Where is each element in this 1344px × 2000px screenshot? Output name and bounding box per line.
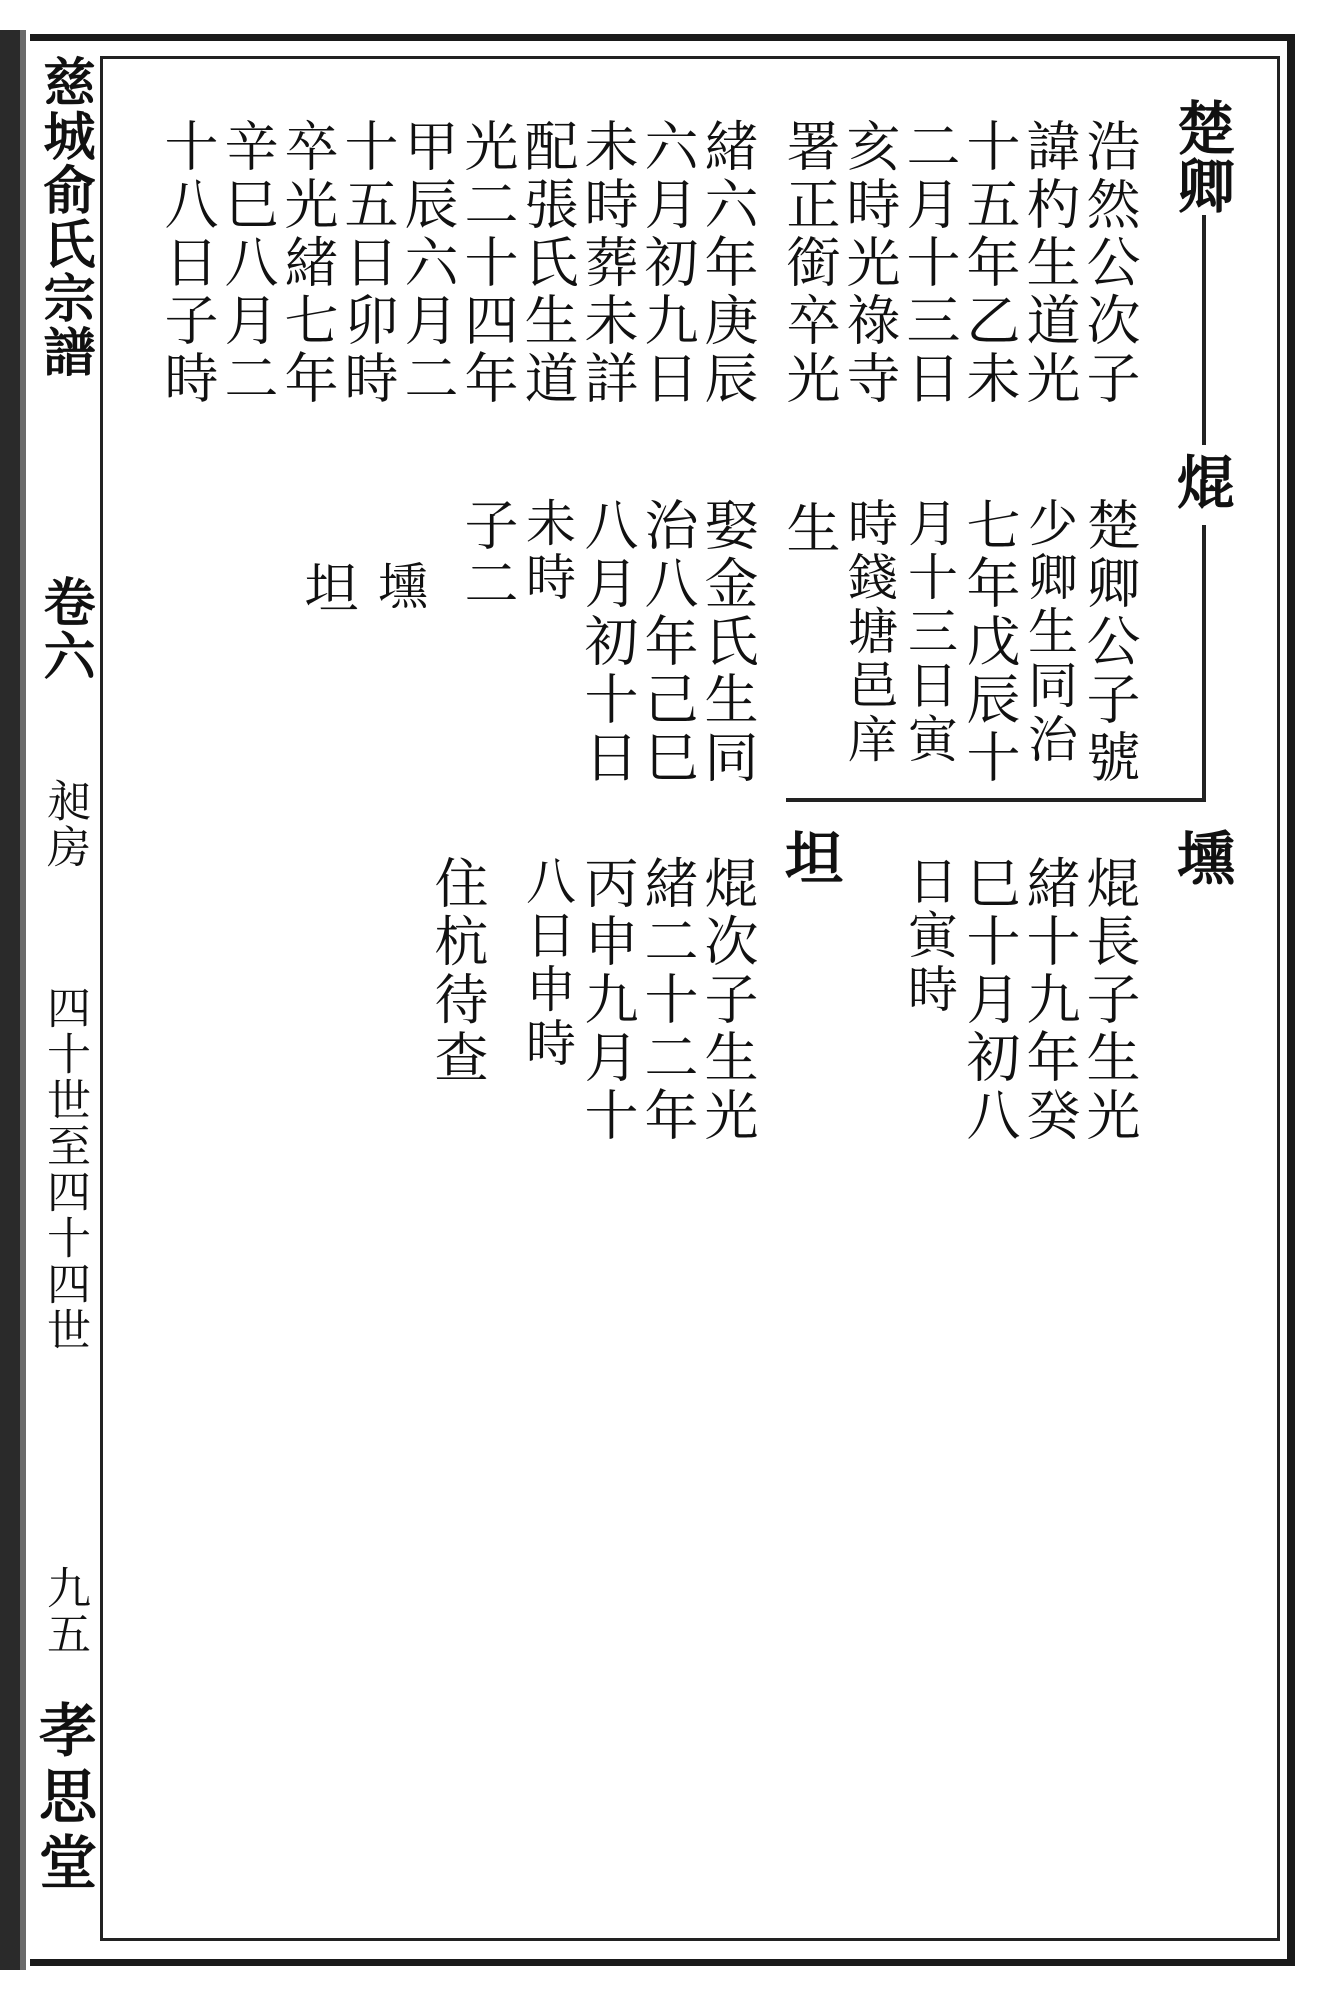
kun-text-col: 時錢塘邑庠 xyxy=(840,497,898,767)
volume-label: 卷六 xyxy=(34,575,95,683)
xun-text-col: 緒十九年癸 xyxy=(1018,855,1081,1145)
chuqing-text-col: 諱杓生道光 xyxy=(1018,118,1081,408)
chuqing-text-col: 十五年乙未 xyxy=(958,118,1021,408)
name-chuqing: 楚卿 xyxy=(1167,98,1235,214)
generation-range: 四十世至四十四世 xyxy=(39,985,90,1353)
chuqing-text-col: 署正銜卒光 xyxy=(778,118,841,408)
tree-line-upper xyxy=(1202,215,1206,445)
tree-line-branch xyxy=(786,798,1206,802)
chuqing-text-col: 緒六年庚辰 xyxy=(696,118,759,408)
name-kun: 焜 xyxy=(1167,452,1235,510)
kun-text-col: 少卿生同治 xyxy=(1020,497,1078,767)
chuqing-text-col: 辛巳八月二 xyxy=(216,118,279,408)
kun-text-col: 楚卿公子號 xyxy=(1078,497,1141,787)
tan-text-col: 緒二十二年 xyxy=(636,855,699,1145)
tan-text-col: 焜次子生光 xyxy=(696,855,759,1145)
kun-children-note: 子二 xyxy=(456,497,519,613)
kun-text-col: 月十三日寅 xyxy=(900,497,958,767)
chuqing-text-tail: 生 xyxy=(778,500,841,558)
xun-text-col: 焜長子生光 xyxy=(1078,855,1141,1145)
chuqing-text-col: 二月十三日 xyxy=(898,118,961,408)
tan-text-col: 八日申時 xyxy=(518,855,576,1071)
chuqing-text-col: 六月初九日 xyxy=(636,118,699,408)
name-tan: 坦 xyxy=(775,828,843,886)
chuqing-text-col: 浩然公次子 xyxy=(1078,118,1141,408)
chuqing-text-col: 十八日子時 xyxy=(156,118,219,408)
xun-text-col: 日寅時 xyxy=(900,855,958,1017)
kun-text-col: 七年戊辰十 xyxy=(958,497,1021,787)
tan-text-col: 住杭待查 xyxy=(426,855,489,1087)
chuqing-text-col: 十五日卯時 xyxy=(336,118,399,408)
chuqing-text-col: 配張氏生道 xyxy=(516,118,579,408)
kun-text-col: 八月初十日 xyxy=(576,497,639,787)
book-title: 慈城俞氏宗譜 xyxy=(34,55,95,379)
chuqing-text-col: 亥時光祿寺 xyxy=(838,118,901,408)
chuqing-text-col: 甲辰六月二 xyxy=(396,118,459,408)
chuqing-text-col: 光二十四年 xyxy=(456,118,519,408)
tan-text-col: 丙申九月十 xyxy=(576,855,639,1145)
book-spine-edge xyxy=(20,30,26,1970)
chuqing-text-col: 未時葬未詳 xyxy=(576,118,639,408)
kun-text-col: 治八年己巳 xyxy=(636,497,699,787)
kun-child-tan: 坦 xyxy=(296,560,359,618)
hall-name: 孝思堂 xyxy=(29,1700,97,1898)
branch-label: 昶房 xyxy=(39,778,90,870)
tree-line-middle xyxy=(1202,525,1206,800)
page-number: 九五 xyxy=(39,1565,90,1657)
kun-text-col: 未時 xyxy=(518,497,576,605)
xun-text-col: 巳十月初八 xyxy=(958,855,1021,1145)
kun-text-col: 娶金氏生同 xyxy=(696,497,759,787)
kun-child-xun: 壎 xyxy=(370,560,428,614)
name-xun: 壎 xyxy=(1167,828,1235,886)
chuqing-text-col: 卒光緒七年 xyxy=(276,118,339,408)
book-spine xyxy=(0,30,20,1970)
